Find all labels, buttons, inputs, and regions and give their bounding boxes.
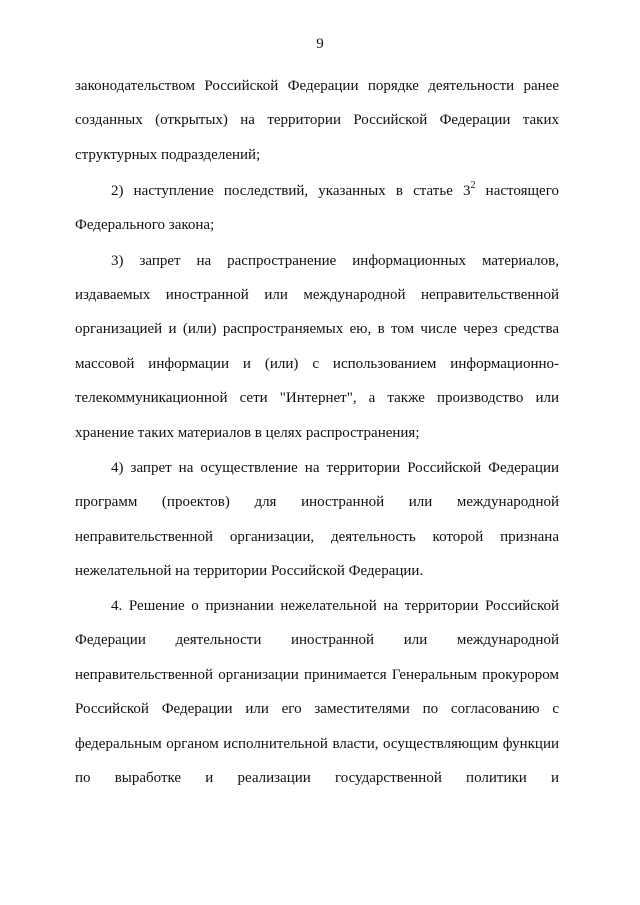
text-line: 4) запрет на осуществление на территории Российской Федерации [111, 460, 559, 476]
text-line: неправительственной организации, деятельность которой признана [75, 529, 559, 545]
text-segment: 2) наступление последствий, указанных в статье 3 [111, 183, 471, 199]
text-line: программ (проектов) для иностранной или международной [75, 494, 559, 510]
text-line: нежелательной на территории Российской Федерации. [75, 563, 424, 579]
text-line: 3) запрет на распространение информационных материалов, [111, 253, 559, 269]
text-line: 4. Решение о признании нежелательной на территории Российской [111, 598, 559, 614]
text-line: федеральным органом исполнительной власти, осуществляющим функции [75, 736, 559, 752]
text-line: Федерального закона; [75, 217, 215, 233]
text-line: массовой информации и (или) с использованием информационно- [75, 356, 559, 372]
text-line: организацией и (или) распространяемых ею, в том числе через средства [75, 321, 559, 337]
text-line: хранение таких материалов в целях распространения; [75, 425, 420, 441]
text-line: законодательством Российской Федерации порядке деятельности ранее [75, 78, 559, 94]
text-line: Федерации деятельности иностранной или международной [75, 632, 559, 648]
text-line: структурных подразделений; [75, 147, 261, 163]
text-line: по выработке и реализации государственной политики и [75, 770, 559, 786]
page-number: 9 [316, 36, 324, 52]
text-line: издаваемых иностранной или международной неправительственной [75, 287, 559, 303]
superscript: 2 [470, 180, 476, 191]
text-line [111, 182, 559, 200]
text-line: Российской Федерации или его заместителями по согласованию с [75, 701, 559, 717]
text-line: телекоммуникационной сети "Интернет", а также производство или [75, 390, 559, 406]
text-line: созданных (открытых) на территории Российской Федерации таких [75, 112, 559, 128]
text-line: неправительственной организации принимается Генеральным прокурором [75, 667, 559, 683]
text-segment: настоящего [475, 183, 559, 199]
